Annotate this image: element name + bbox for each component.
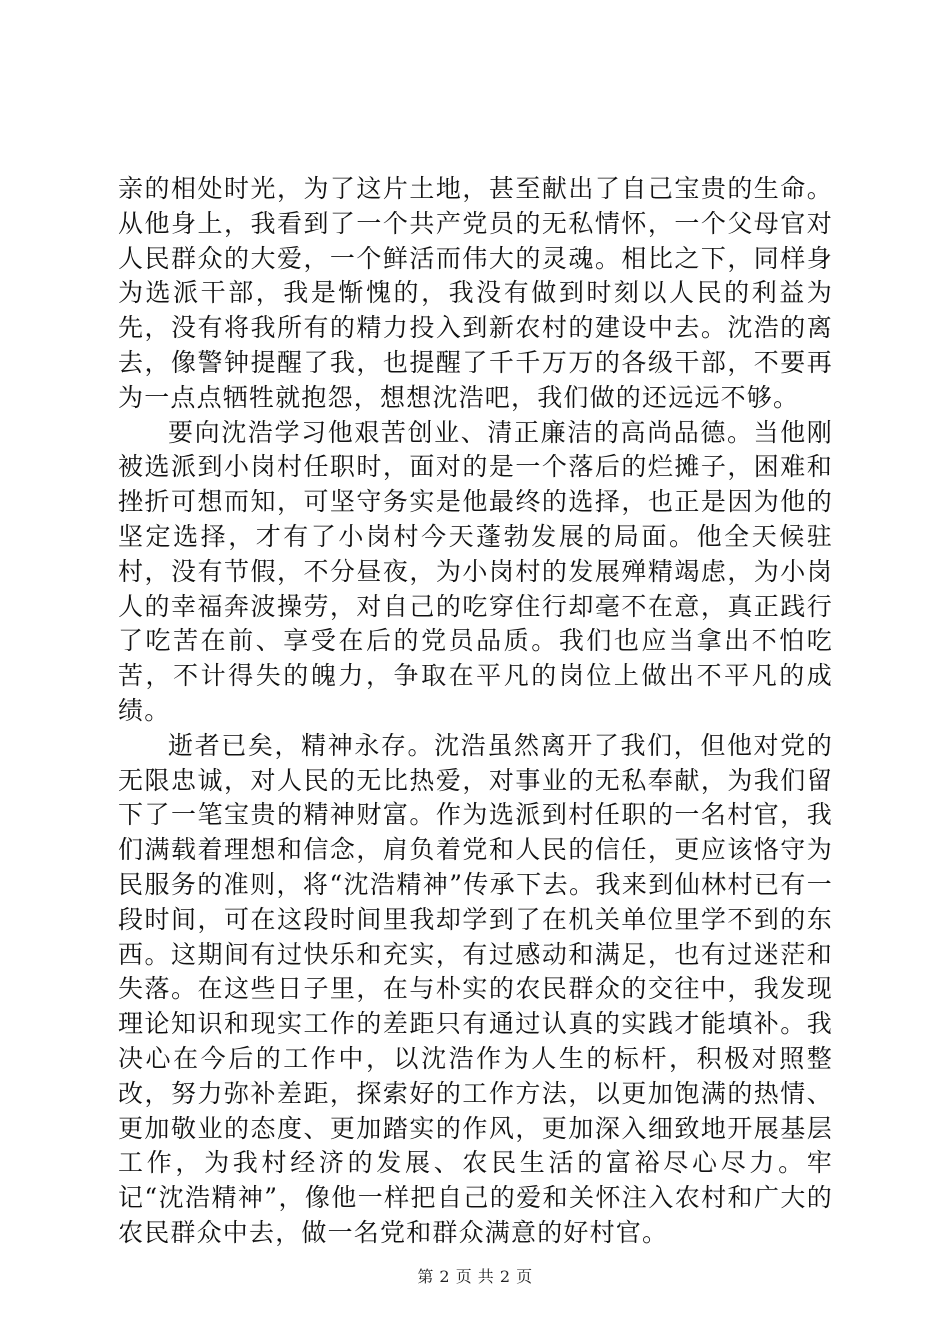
paragraph-spirit: 逝者已矣，精神永存。沈浩虽然离开了我们，但他对党的无限忠诚，对人民的无比热爱，对事业的无私奉献，为我们留下了一笔宝贵的精神财富。作为选派到村任职的一名村官，我们满载着理想和信念，肩负着党和人民的信任，更应该恪守为民服务的准则，将“沈浩精神”传承下去。我来到仙林村已有一段时间，可在这段时间里我却学到了在机关单位里学不到的东西。这期间有过快乐和充实，有过感动和满足，也有过迷茫和失落。在这些日子里，在与朴实的农民群众的交往中，我发现理论知识和现实工作的差距只有通过认真的实践才能填补。我决心在今后的工作中，以沈浩作为人生的标杆，积极对照整改，努力弥补差距，探索好的工作方法，以更加饱满的热情、更加敬业的态度、更加踏实的作风，更加深入细致地开展基层工作，为我村经济的发展、农民生活的富裕尽心尽力。牢记“沈浩精神”，像他一样把自己的爱和关怀注入农村和广大的农民群众中去，做一名党和群众满意的好村官。 <box>118 730 833 1247</box>
paragraph-hard-work: 要向沈浩学习他艰苦创业、清正廉洁的高尚品德。当他刚被选派到小岗村任职时，面对的是一个落后的烂摊子，困难和挫折可想而知，可坚守务实是他最终的选择，也正是因为他的坚定选择，才有了小岗村今天蓬勃发展的局面。他全天候驻村，没有节假，不分昼夜，为小岗村的发展殚精竭虑，为小岗人的幸福奔波操劳，对自己的吃穿住行却毫不在意，真正践行了吃苦在前、享受在后的党员品质。我们也应当拿出不怕吃苦，不计得失的魄力，争取在平凡的岗位上做出不平凡的成绩。 <box>118 417 833 725</box>
page-number-footer: 第 2 页 共 2 页 <box>417 1267 533 1286</box>
document-body <box>118 172 833 1251</box>
paragraph-continued: 亲的相处时光，为了这片土地，甚至献出了自己宝贵的生命。从他身上，我看到了一个共产党员的无私情怀，一个父母官对人民群众的大爱，一个鲜活而伟大的灵魂。相比之下，同样身为选派干部，我是惭愧的，我没有做到时刻以人民的利益为先，没有将我所有的精力投入到新农村的建设中去。沈浩的离去，像警钟提醒了我，也提醒了千千万万的各级干部，不要再为一点点牺牲就抱怨，想想沈浩吧，我们做的还远远不够。 <box>118 174 833 412</box>
